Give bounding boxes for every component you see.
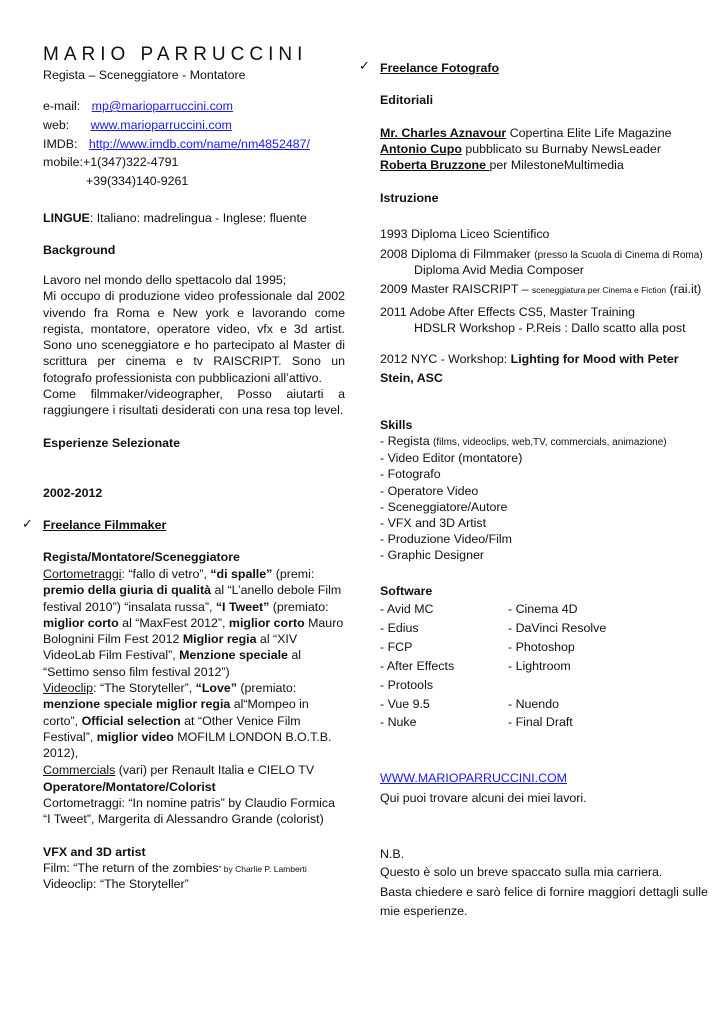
shorts-text: : “fallo di vetro”,	[121, 567, 211, 581]
shorts-text: al “MaxFest 2012”,	[118, 615, 229, 630]
skill-item: - Produzione Video/Film	[380, 532, 513, 546]
vfx-credit: ” by Charlie P. Lamberti	[218, 864, 307, 874]
education-text: (rai.it)	[666, 282, 702, 296]
software-item: - Final Draft	[508, 715, 573, 729]
videoclip-label: Videoclip	[43, 681, 94, 696]
software-item: - Photoshop	[508, 640, 575, 654]
editorial-subject: Mr. Charles Aznavour	[380, 126, 507, 140]
education-note: sceneggiatura per Cinema e Fiction	[531, 285, 667, 295]
vfx-line-2: Videoclip: “The Storyteller”	[43, 877, 189, 891]
skill-note: (films, videoclips, web,TV, commercials, animazione)	[433, 437, 667, 448]
filmmaker-heading: Freelance Filmmaker	[43, 518, 167, 532]
software-item: - Avid MC	[380, 602, 434, 616]
editorials-heading: Editoriali	[380, 93, 434, 107]
email-label: e-mail:	[43, 99, 81, 113]
role-operator: Operatore/Montatore/Colorist	[43, 780, 216, 794]
software-item: - Cinema 4D	[508, 602, 578, 616]
background-text	[43, 272, 345, 419]
award: menzione speciale miglior regia	[43, 697, 231, 712]
skill-text: - Regista	[380, 434, 434, 448]
role-vfx: VFX and 3D artist	[43, 845, 146, 859]
photographer-heading: Freelance Fotografo	[380, 61, 500, 75]
skill-item: - Operatore Video	[380, 484, 479, 498]
education-text: 2012 NYC - Workshop:	[380, 352, 511, 366]
shorts-text: Mauro Bolognini Film Fest 2012	[43, 615, 344, 647]
award: premio della giuria di qualità	[43, 583, 211, 598]
skill-item: - Fotografo	[380, 467, 441, 481]
education-4: 2011 Adobe After Effects CS5, Master Training	[380, 305, 636, 319]
software-item: - DaVinci Resolve	[508, 621, 607, 635]
skill-item: - VFX and 3D Artist	[380, 516, 487, 530]
mobile-1: +1(347)322-4791	[82, 155, 179, 169]
languages	[43, 211, 307, 225]
operator-line-1: Cortometraggi: “In nomine patris” by Claudio Formica	[43, 796, 335, 810]
experience-heading: Esperienze Selezionate	[43, 436, 181, 450]
role-director: Regista/Montatore/Sceneggiatore	[43, 550, 240, 564]
education-note: (presso la Scuola di Cinema di Roma)	[534, 250, 703, 261]
videoclip-text: at “Other Venice Film Festival”,	[43, 713, 301, 744]
nb-label: N.B.	[380, 847, 405, 861]
commercials-text: (vari) per Renault Italia e CIELO TV	[115, 762, 315, 777]
languages-text: : Italiano: madrelingua - Inglese: fluente	[89, 211, 307, 225]
check-icon: ✓	[22, 516, 33, 531]
imdb-row	[43, 137, 310, 151]
web-label: web:	[43, 118, 70, 132]
nb-line-2: Basta chiedere e sarò felice di fornire maggiori dettagli sulle mie esperienze.	[380, 885, 708, 918]
skill-item: - Sceneggiatore/Autore	[380, 500, 508, 514]
education-4b: HDSLR Workshop - P.Reis : Dallo scatto alla post	[414, 321, 686, 335]
mobile-2: +39(334)140-9261	[86, 174, 189, 188]
director-works	[43, 566, 345, 778]
software-item: - FCP	[380, 640, 413, 654]
commercials-label: Commercials	[43, 762, 116, 777]
software-item: - Edius	[380, 621, 419, 635]
email-row	[43, 99, 233, 113]
award: miglior corto	[43, 615, 119, 630]
website-link[interactable]: WWW.MARIOPARRUCCINI.COM	[380, 771, 567, 785]
software-item: - Protools	[380, 678, 434, 692]
email-link[interactable]: mp@marioparruccini.com	[91, 99, 233, 113]
software-heading: Software	[380, 584, 433, 598]
imdb-link[interactable]: http://www.imdb.com/name/nm4852487/	[88, 137, 310, 151]
shorts-text: al “Settimo senso film festival 2012”)	[43, 648, 302, 679]
web-row	[43, 118, 232, 132]
vfx-text: Film: “The return of the zombies	[43, 861, 219, 875]
shorts-label: Cortometraggi	[43, 567, 122, 581]
award: miglior video	[96, 729, 174, 744]
award: Menzione speciale	[179, 648, 288, 663]
mobile-label: mobile:	[43, 155, 83, 169]
languages-label: LINGUE	[43, 211, 90, 225]
background-p2: Mi occupo di produzione video professionale dal 2002 vivendo fra Roma e New york e lavorando come regista, montatore, operatore video, vfx e 3d artist. Sono uno sceneggiatore e ho partecipato al Master di scrittura per cinema e tv RAISCRIPT. Sono un fotografo professionista con pubblicazioni all’attivo.	[43, 289, 345, 385]
page-title: MARIO PARRUCCINI	[43, 44, 308, 65]
shorts-title: “di spalle”	[210, 567, 273, 581]
mobile-row	[43, 155, 178, 169]
editorial-text: per MilestoneMultimedia	[489, 158, 624, 172]
software-item: - Nuke	[380, 715, 417, 729]
background-p1: Lavoro nel mondo dello spettacolo dal 1995;	[43, 273, 287, 287]
editorial-subject: Roberta Bruzzone	[380, 158, 490, 172]
videoclip-title: “Love”	[195, 681, 237, 696]
editorial-3	[380, 158, 624, 172]
award: Official selection	[81, 713, 181, 728]
videoclip-text: MOFILM LONDON B.O.T.B. 2012),	[43, 729, 332, 761]
experience-years: 2002-2012	[43, 486, 103, 500]
imdb-label: IMDB:	[43, 137, 78, 151]
shorts-text: (premi:	[272, 567, 315, 581]
editorial-2	[380, 142, 661, 156]
education-text: 2009 Master RAISCRIPT –	[380, 282, 532, 296]
skills-heading: Skills	[380, 418, 413, 432]
shorts-title: “I Tweet”	[215, 599, 270, 614]
videoclip-text: (premiato:	[236, 681, 297, 696]
nb-line-1: Questo è solo un breve spaccato sulla mia carriera.	[380, 865, 663, 879]
skill-item: - Video Editor (montatore)	[380, 451, 523, 465]
subtitle: Regista – Sceneggiatore - Montatore	[43, 68, 246, 82]
education-2	[380, 247, 703, 261]
skill-item: - Graphic Designer	[380, 548, 484, 562]
education-heading: Istruzione	[380, 191, 439, 205]
software-item: - Lightroom	[508, 659, 571, 673]
videoclip-text: al“Mompeo in corto”,	[43, 697, 309, 728]
education-3	[380, 282, 701, 296]
editorial-text: pubblicato su Burnaby NewsLeader	[461, 142, 661, 156]
software-item: - After Effects	[380, 659, 455, 673]
software-item: - Nuendo	[508, 697, 559, 711]
award: Miglior regia	[182, 632, 257, 647]
shorts-text: (premiato:	[269, 599, 329, 614]
shorts-text: al “L’anello debole Film festival 2010”) “insalata russa”,	[43, 583, 342, 614]
web-link[interactable]: www.marioparruccini.com	[90, 118, 232, 132]
videoclip-text: : “The Storyteller”,	[93, 681, 196, 696]
software-item: - Vue 9.5	[380, 697, 430, 711]
education-title: Lighting for Mood with Peter	[510, 352, 679, 366]
education-2b: Diploma Avid Media Composer	[414, 263, 584, 277]
education-text: 2008 Diploma di Filmmaker	[380, 247, 535, 261]
operator-line-2: “I Tweet”, Margerita di Alessandro Grande (colorist)	[43, 812, 324, 826]
editorial-1	[380, 126, 672, 140]
education-1: 1993 Diploma Liceo Scientifico	[380, 227, 550, 241]
skill-item	[380, 434, 667, 448]
shorts-text: al “XIV VideoLab Film Festival”,	[43, 632, 298, 663]
award: miglior corto	[228, 615, 305, 630]
editorial-subject: Antonio Cupo	[380, 142, 462, 156]
website-caption: Qui puoi trovare alcuni dei miei lavori.	[380, 791, 587, 805]
check-icon: ✓	[359, 58, 370, 73]
education-5b: Stein, ASC	[380, 371, 443, 385]
education-5	[380, 352, 679, 366]
background-p3: Come filmmaker/videographer, Posso aiutarti a raggiungere i risultati desiderati con una resa top level.	[43, 387, 345, 418]
editorial-text: Copertina Elite Life Magazine	[506, 126, 672, 140]
background-heading: Background	[43, 243, 116, 257]
vfx-line-1	[43, 861, 307, 875]
